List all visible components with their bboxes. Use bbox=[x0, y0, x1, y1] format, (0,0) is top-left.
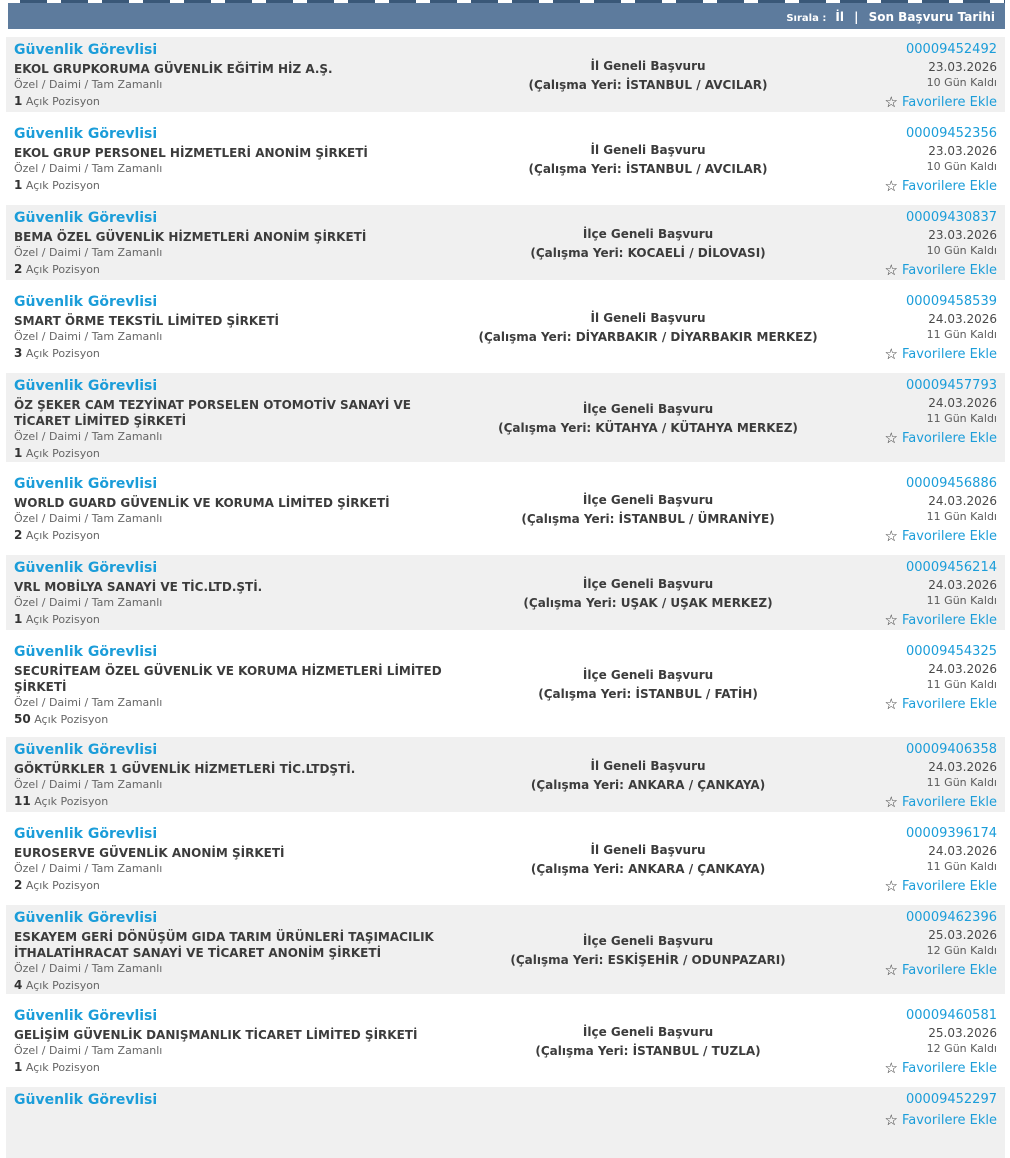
job-row-middle-column bbox=[466, 474, 830, 546]
open-positions bbox=[14, 445, 466, 462]
job-row-middle-column bbox=[466, 908, 830, 994]
application-scope: İlçe Geneli Başvuru bbox=[582, 227, 714, 241]
job-row-left-column bbox=[14, 292, 466, 364]
positions-label: Açık Pozisyon bbox=[34, 713, 109, 726]
job-title-link[interactable]: Güvenlik Görevlisi bbox=[14, 126, 158, 142]
application-scope: İl Geneli Başvuru bbox=[590, 311, 706, 325]
company-name: WORLD GUARD GÜVENLİK VE KORUMA LİMİTED ŞİRKETİ bbox=[14, 496, 390, 510]
favorite-label: Favorilere Ekle bbox=[901, 95, 997, 110]
days-left: 11 Gün Kaldı bbox=[926, 510, 997, 523]
sort-label: Sırala : bbox=[786, 13, 827, 24]
job-row-right-column bbox=[830, 908, 997, 994]
job-row-left-column bbox=[14, 208, 466, 280]
job-row-left-column bbox=[14, 1006, 466, 1078]
job-row-left-column bbox=[14, 124, 466, 196]
company-name: EUROSERVE GÜVENLİK ANONİM ŞİRKETİ bbox=[14, 846, 285, 860]
job-listing-page bbox=[0, 3, 1010, 1158]
company-name: ÖZ ŞEKER CAM TEZYİNAT PORSELEN OTOMOTİV SANAYİ VE TİCARET LİMİTED ŞİRKETİ bbox=[14, 398, 411, 428]
positions-count: 4 bbox=[14, 978, 23, 992]
job-row bbox=[6, 289, 1005, 364]
star-icon: ☆ bbox=[884, 527, 898, 545]
job-row-left-column bbox=[14, 558, 466, 630]
open-positions bbox=[14, 1059, 466, 1076]
positions-label: Açık Pozisyon bbox=[25, 179, 100, 192]
open-positions bbox=[14, 93, 466, 110]
application-scope: İlçe Geneli Başvuru bbox=[582, 1025, 714, 1039]
job-row-middle-column bbox=[466, 292, 830, 364]
add-to-favorites-link[interactable] bbox=[885, 1059, 997, 1078]
star-icon: ☆ bbox=[884, 93, 898, 111]
job-id-link[interactable]: 00009452492 bbox=[906, 42, 997, 57]
favorite-label: Favorilere Ekle bbox=[901, 431, 997, 446]
sort-by-province-link[interactable]: İl bbox=[835, 10, 844, 24]
job-row-partial bbox=[6, 1087, 1005, 1158]
application-scope: İlçe Geneli Başvuru bbox=[582, 668, 714, 682]
company-name: VRL MOBİLYA SANAYİ VE TİC.LTD.ŞTİ. bbox=[14, 580, 263, 594]
work-location: (Çalışma Yeri: KOCAELİ / DİLOVASI) bbox=[530, 246, 766, 260]
work-location: (Çalışma Yeri: UŞAK / UŞAK MERKEZ) bbox=[523, 596, 773, 610]
star-icon: ☆ bbox=[884, 695, 898, 713]
company-name: GÖKTÜRKLER 1 GÜVENLİK HİZMETLERİ TİC.LTDŞTİ. bbox=[14, 762, 356, 776]
job-row bbox=[6, 373, 1005, 462]
job-row-right-column bbox=[830, 124, 997, 196]
job-title-link[interactable]: Güvenlik Görevlisi bbox=[14, 1092, 158, 1108]
application-scope: İl Geneli Başvuru bbox=[590, 143, 706, 157]
company-name: SECURİTEAM ÖZEL GÜVENLİK VE KORUMA HİZMETLERİ LİMİTED ŞİRKETİ bbox=[14, 664, 442, 694]
work-location: (Çalışma Yeri: İSTANBUL / ÜMRANİYE) bbox=[521, 512, 775, 526]
work-location: (Çalışma Yeri: İSTANBUL / TUZLA) bbox=[535, 1044, 761, 1058]
job-row bbox=[6, 1003, 1005, 1078]
job-row-middle-column bbox=[466, 740, 830, 812]
add-to-favorites-link[interactable] bbox=[885, 695, 997, 714]
favorite-label: Favorilere Ekle bbox=[901, 963, 997, 978]
job-row-right-column bbox=[830, 1090, 997, 1158]
job-id-link[interactable]: 00009462396 bbox=[906, 910, 997, 925]
job-title-link[interactable]: Güvenlik Görevlisi bbox=[14, 826, 158, 842]
deadline-date: 24.03.2026 bbox=[928, 662, 997, 676]
application-scope: İl Geneli Başvuru bbox=[590, 759, 706, 773]
deadline-date: 24.03.2026 bbox=[928, 844, 997, 858]
employment-type: Özel / Daimi / Tam Zamanlı bbox=[14, 430, 163, 443]
company-name: GELİŞİM GÜVENLİK DANIŞMANLIK TİCARET LİMİTED ŞİRKETİ bbox=[14, 1028, 418, 1042]
job-title-link[interactable]: Güvenlik Görevlisi bbox=[14, 210, 158, 226]
job-row-right-column bbox=[830, 1006, 997, 1078]
favorite-label: Favorilere Ekle bbox=[901, 1061, 997, 1076]
job-row-right-column bbox=[830, 558, 997, 630]
employment-type: Özel / Daimi / Tam Zamanlı bbox=[14, 778, 163, 791]
job-row-left-column bbox=[14, 740, 466, 812]
add-to-favorites-link[interactable] bbox=[885, 261, 997, 280]
positions-count: 1 bbox=[14, 1060, 23, 1074]
job-id-link[interactable]: 00009452356 bbox=[906, 126, 997, 141]
job-row-right-column bbox=[830, 208, 997, 280]
employment-type: Özel / Daimi / Tam Zamanlı bbox=[14, 962, 163, 975]
company-name: EKOL GRUPKORUMA GÜVENLİK EĞİTİM HİZ A.Ş. bbox=[14, 62, 333, 76]
employment-type: Özel / Daimi / Tam Zamanlı bbox=[14, 1044, 163, 1057]
deadline-date: 24.03.2026 bbox=[928, 760, 997, 774]
star-icon: ☆ bbox=[884, 793, 898, 811]
days-left: 10 Gün Kaldı bbox=[926, 160, 997, 173]
positions-count: 2 bbox=[14, 528, 23, 542]
job-row-middle-column bbox=[466, 1090, 830, 1158]
application-scope: İlçe Geneli Başvuru bbox=[582, 402, 714, 416]
positions-label: Açık Pozisyon bbox=[25, 95, 100, 108]
job-id-link[interactable]: 00009452297 bbox=[906, 1092, 997, 1107]
job-row-middle-column bbox=[466, 208, 830, 280]
job-title-link[interactable]: Güvenlik Görevlisi bbox=[14, 476, 158, 492]
job-row-left-column bbox=[14, 824, 466, 896]
job-row bbox=[6, 471, 1005, 546]
job-row-middle-column bbox=[466, 642, 830, 728]
days-left: 10 Gün Kaldı bbox=[926, 244, 997, 257]
positions-count: 1 bbox=[14, 612, 23, 626]
job-id-link[interactable]: 00009460581 bbox=[906, 1008, 997, 1023]
job-row bbox=[6, 37, 1005, 112]
job-row-middle-column bbox=[466, 558, 830, 630]
positions-label: Açık Pozisyon bbox=[34, 795, 109, 808]
job-row-left-column bbox=[14, 908, 466, 994]
job-row bbox=[6, 121, 1005, 196]
star-icon: ☆ bbox=[884, 345, 898, 363]
positions-count: 1 bbox=[14, 178, 23, 192]
job-row-left-column bbox=[14, 1090, 466, 1158]
positions-label: Açık Pozisyon bbox=[25, 447, 100, 460]
application-scope: İlçe Geneli Başvuru bbox=[582, 493, 714, 507]
work-location: (Çalışma Yeri: ESKİŞEHİR / ODUNPAZARI) bbox=[510, 953, 786, 967]
positions-count: 1 bbox=[14, 94, 23, 108]
days-left: 11 Gün Kaldı bbox=[926, 594, 997, 607]
job-row-right-column bbox=[830, 740, 997, 812]
deadline-date: 24.03.2026 bbox=[928, 396, 997, 410]
employment-type: Özel / Daimi / Tam Zamanlı bbox=[14, 246, 163, 259]
job-row bbox=[6, 555, 1005, 630]
days-left: 11 Gün Kaldı bbox=[926, 860, 997, 873]
star-icon: ☆ bbox=[884, 961, 898, 979]
job-row-right-column bbox=[830, 376, 997, 462]
application-scope: İlçe Geneli Başvuru bbox=[582, 934, 714, 948]
deadline-date: 24.03.2026 bbox=[928, 494, 997, 508]
open-positions bbox=[14, 793, 466, 810]
positions-label: Açık Pozisyon bbox=[25, 979, 100, 992]
company-name: BEMA ÖZEL GÜVENLİK HİZMETLERİ ANONİM ŞİRKETİ bbox=[14, 230, 367, 244]
job-id-link[interactable]: 00009430837 bbox=[906, 210, 997, 225]
deadline-date: 24.03.2026 bbox=[928, 578, 997, 592]
positions-count: 3 bbox=[14, 346, 23, 360]
positions-label: Açık Pozisyon bbox=[25, 529, 100, 542]
favorite-label: Favorilere Ekle bbox=[901, 347, 997, 362]
job-row-right-column bbox=[830, 824, 997, 896]
days-left: 11 Gün Kaldı bbox=[926, 412, 997, 425]
positions-count: 2 bbox=[14, 878, 23, 892]
job-row bbox=[6, 905, 1005, 994]
employment-type: Özel / Daimi / Tam Zamanlı bbox=[14, 162, 163, 175]
favorite-label: Favorilere Ekle bbox=[901, 179, 997, 194]
job-id-link[interactable]: 00009396174 bbox=[906, 826, 997, 841]
add-to-favorites-link[interactable] bbox=[885, 177, 997, 196]
job-row-right-column bbox=[830, 292, 997, 364]
job-row bbox=[6, 821, 1005, 896]
work-location: (Çalışma Yeri: İSTANBUL / AVCILAR) bbox=[528, 162, 768, 176]
company-name: ESKAYEM GERİ DÖNÜŞÜM GIDA TARIM ÜRÜNLERİ TAŞIMACILIK İTHALATİHRACAT SANAYİ VE TİCARET ANONİM ŞİRKETİ bbox=[14, 930, 434, 960]
star-icon: ☆ bbox=[884, 1111, 898, 1129]
days-left: 11 Gün Kaldı bbox=[926, 678, 997, 691]
job-row-middle-column bbox=[466, 40, 830, 112]
company-name: SMART ÖRME TEKSTİL LİMİTED ŞİRKETİ bbox=[14, 314, 280, 328]
job-row-right-column bbox=[830, 642, 997, 728]
job-row-left-column bbox=[14, 40, 466, 112]
add-to-favorites-link[interactable] bbox=[885, 961, 997, 980]
add-to-favorites-link[interactable] bbox=[885, 429, 997, 448]
job-title-link[interactable]: Güvenlik Görevlisi bbox=[14, 644, 158, 660]
job-row-middle-column bbox=[466, 376, 830, 462]
job-id-link[interactable]: 00009454325 bbox=[906, 644, 997, 659]
job-row-middle-column bbox=[466, 1006, 830, 1078]
days-left: 12 Gün Kaldı bbox=[926, 1042, 997, 1055]
add-to-favorites-link[interactable] bbox=[885, 611, 997, 630]
job-title-link[interactable]: Güvenlik Görevlisi bbox=[14, 42, 158, 58]
work-location: (Çalışma Yeri: İSTANBUL / AVCILAR) bbox=[528, 78, 768, 92]
job-title-link[interactable]: Güvenlik Görevlisi bbox=[14, 1008, 158, 1024]
employment-type: Özel / Daimi / Tam Zamanlı bbox=[14, 696, 163, 709]
add-to-favorites-link[interactable] bbox=[885, 1111, 997, 1130]
application-scope: İl Geneli Başvuru bbox=[590, 59, 706, 73]
job-row-right-column bbox=[830, 40, 997, 112]
add-to-favorites-link[interactable] bbox=[885, 527, 997, 546]
work-location: (Çalışma Yeri: ANKARA / ÇANKAYA) bbox=[530, 778, 766, 792]
work-location: (Çalışma Yeri: ANKARA / ÇANKAYA) bbox=[530, 862, 766, 876]
days-left: 11 Gün Kaldı bbox=[926, 776, 997, 789]
deadline-date: 24.03.2026 bbox=[928, 312, 997, 326]
sort-separator: | bbox=[854, 10, 859, 24]
positions-label: Açık Pozisyon bbox=[25, 879, 100, 892]
favorite-label: Favorilere Ekle bbox=[901, 613, 997, 628]
job-row-left-column bbox=[14, 642, 466, 728]
employment-type: Özel / Daimi / Tam Zamanlı bbox=[14, 330, 163, 343]
job-id-link[interactable]: 00009456214 bbox=[906, 560, 997, 575]
favorite-label: Favorilere Ekle bbox=[901, 795, 997, 810]
job-id-link[interactable]: 00009457793 bbox=[906, 378, 997, 393]
add-to-favorites-link[interactable] bbox=[885, 345, 997, 364]
job-title-link[interactable]: Güvenlik Görevlisi bbox=[14, 910, 158, 926]
company-name bbox=[14, 1110, 466, 1111]
deadline-date: 23.03.2026 bbox=[928, 144, 997, 158]
open-positions bbox=[14, 611, 466, 628]
job-title-link[interactable]: Güvenlik Görevlisi bbox=[14, 742, 158, 758]
job-title-link[interactable]: Güvenlik Görevlisi bbox=[14, 560, 158, 576]
days-left: 11 Gün Kaldı bbox=[926, 328, 997, 341]
add-to-favorites-link[interactable] bbox=[885, 793, 997, 812]
job-id-link[interactable]: 00009456886 bbox=[906, 476, 997, 491]
open-positions bbox=[14, 177, 466, 194]
star-icon: ☆ bbox=[884, 177, 898, 195]
employment-type: Özel / Daimi / Tam Zamanlı bbox=[14, 78, 163, 91]
work-location: (Çalışma Yeri: KÜTAHYA / KÜTAHYA MERKEZ) bbox=[498, 421, 798, 435]
add-to-favorites-link[interactable] bbox=[885, 93, 997, 112]
favorite-label: Favorilere Ekle bbox=[901, 697, 997, 712]
favorite-label: Favorilere Ekle bbox=[901, 263, 997, 278]
employment-type: Özel / Daimi / Tam Zamanlı bbox=[14, 862, 163, 875]
positions-count: 50 bbox=[14, 712, 31, 726]
employment-type: Özel / Daimi / Tam Zamanlı bbox=[14, 596, 163, 609]
positions-label: Açık Pozisyon bbox=[25, 347, 100, 360]
star-icon: ☆ bbox=[884, 611, 898, 629]
star-icon: ☆ bbox=[884, 429, 898, 447]
job-row bbox=[6, 205, 1005, 280]
positions-count: 2 bbox=[14, 262, 23, 276]
days-left: 10 Gün Kaldı bbox=[926, 76, 997, 89]
positions-count: 1 bbox=[14, 446, 23, 460]
job-id-link[interactable]: 00009406358 bbox=[906, 742, 997, 757]
sort-by-deadline-link[interactable]: Son Başvuru Tarihi bbox=[868, 10, 995, 24]
open-positions bbox=[14, 977, 466, 994]
open-positions bbox=[14, 261, 466, 278]
positions-label: Açık Pozisyon bbox=[25, 613, 100, 626]
job-row-middle-column bbox=[466, 824, 830, 896]
job-row bbox=[6, 737, 1005, 812]
open-positions bbox=[14, 877, 466, 894]
application-scope: İl Geneli Başvuru bbox=[590, 843, 706, 857]
sort-bar bbox=[8, 3, 1005, 29]
job-list bbox=[6, 37, 1005, 1158]
work-location: (Çalışma Yeri: İSTANBUL / FATİH) bbox=[538, 687, 758, 701]
job-row-left-column bbox=[14, 376, 466, 462]
job-row-middle-column bbox=[466, 124, 830, 196]
add-to-favorites-link[interactable] bbox=[885, 877, 997, 896]
job-row bbox=[6, 639, 1005, 728]
employment-type: Özel / Daimi / Tam Zamanlı bbox=[14, 512, 163, 525]
deadline-date: 23.03.2026 bbox=[928, 60, 997, 74]
star-icon: ☆ bbox=[884, 877, 898, 895]
positions-label: Açık Pozisyon bbox=[25, 1061, 100, 1074]
star-icon: ☆ bbox=[884, 261, 898, 279]
job-id-link[interactable]: 00009458539 bbox=[906, 294, 997, 309]
job-title-link[interactable]: Güvenlik Görevlisi bbox=[14, 378, 158, 394]
star-icon: ☆ bbox=[884, 1059, 898, 1077]
job-title-link[interactable]: Güvenlik Görevlisi bbox=[14, 294, 158, 310]
work-location: (Çalışma Yeri: DİYARBAKIR / DİYARBAKIR MERKEZ) bbox=[478, 330, 818, 344]
deadline-date: 23.03.2026 bbox=[928, 228, 997, 242]
application-scope: İlçe Geneli Başvuru bbox=[582, 577, 714, 591]
open-positions bbox=[14, 527, 466, 544]
positions-label: Açık Pozisyon bbox=[25, 263, 100, 276]
open-positions bbox=[14, 711, 466, 728]
deadline-date: 25.03.2026 bbox=[928, 928, 997, 942]
job-row-left-column bbox=[14, 474, 466, 546]
deadline-date: 25.03.2026 bbox=[928, 1026, 997, 1040]
job-row-right-column bbox=[830, 474, 997, 546]
favorite-label: Favorilere Ekle bbox=[901, 1113, 997, 1128]
company-name: EKOL GRUP PERSONEL HİZMETLERİ ANONİM ŞİRKETİ bbox=[14, 146, 368, 160]
favorite-label: Favorilere Ekle bbox=[901, 879, 997, 894]
positions-count: 11 bbox=[14, 794, 31, 808]
days-left: 12 Gün Kaldı bbox=[926, 944, 997, 957]
favorite-label: Favorilere Ekle bbox=[901, 529, 997, 544]
open-positions bbox=[14, 345, 466, 362]
